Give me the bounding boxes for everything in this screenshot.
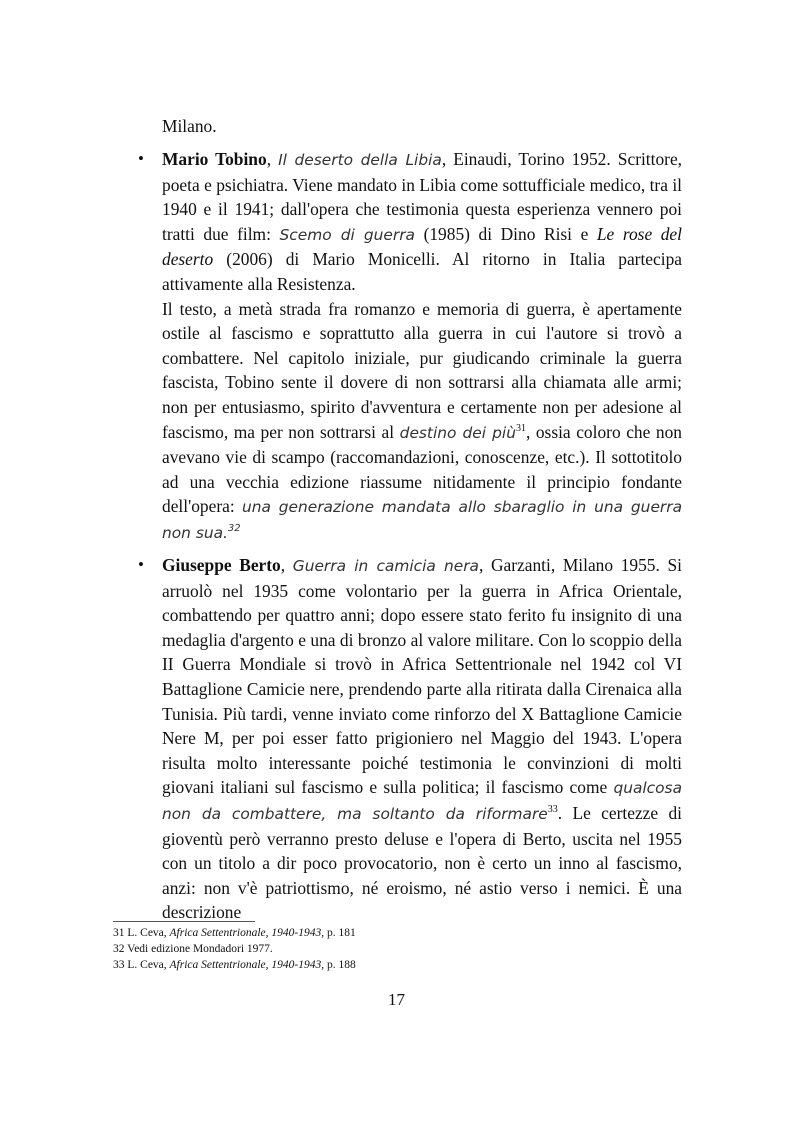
bullet-mark: • [138, 555, 144, 574]
quotation: una generazione mandata allo sbaraglio in una guerra non sua. [162, 498, 682, 542]
footnote-title: Africa Settentrionale, 1940-1943 [169, 927, 322, 939]
footnote-text: Vedi edizione Mondadori 1977. [124, 943, 273, 956]
footnote-32 [113, 941, 673, 957]
bullet-mark: • [138, 149, 144, 168]
footnote-ref[interactable]: 33 [547, 804, 558, 816]
footnote-ref[interactable]: 32 [227, 523, 241, 535]
entry-text: , ossia coloro che non avevano vie di scampo (raccomandazioni, conoscenze, etc.). Il sottotitolo ad una vecchia edizione riassume nitidamente il principio fondante dell'opera: [162, 421, 682, 517]
publication-info: , Garzanti, Milano 1955. [478, 555, 660, 575]
footnotes [113, 925, 673, 974]
book-title: Il deserto della Libia [278, 151, 442, 169]
footnote-ref[interactable]: 31 [515, 422, 526, 434]
quotation: destino dei più [399, 423, 516, 442]
separator: , [280, 555, 293, 575]
footnote-31 [113, 925, 673, 941]
entry-paragraph [162, 147, 682, 297]
bibliography-entry-berto [162, 553, 682, 925]
entry-text: . Le certezze di gioventù però verranno presto deluse e l'opera di Berto, uscita nel 1955 con un titolo a dir poco provocatorio, non è certo un inno al fascismo, anzi: non v'è patriottismo, né eroismo, né astio verso i nemici. È una descrizione [162, 802, 682, 923]
author-name: Mario Tobino [162, 149, 267, 169]
entry-text: Il testo, a metà strada fra romanzo e memoria di guerra, è apertamente ostile al fascismo e soprattutto alla guerra in cui l'autore si trovò a combattere. Nel capitolo iniziale, pur giudicando criminale la guerra fascista, Tobino sente il dovere di non sottrarsi alla chiamata alle armi; non per entusiasmo, spirito d'avventura e certamente non per adesione al fascismo, ma per non sottrarsi al [162, 298, 682, 442]
footnote-page: , p. 188 [321, 959, 356, 972]
film-title: Scemo di guerra [279, 225, 415, 244]
entry-text: Si arruolò nel 1935 come volontario per la guerra in Africa Orientale, combattendo per quattro anni; dopo essere stato ferito fu insignito di una medaglia d'argento e una di bronzo al valore militare. Con lo scoppio della II Guerra Mondiale si trovò in Africa Settentrionale nel 1942 col VI Battaglione Camicie nere, prendendo parte alla ritirata dalla Cirenaica alla Tunisia. Più tardi, venne inviato come rinforzo del X Battaglione Camicie Nere M, per poi esser fatto prigioniero nel Maggio del 1943. L'opera risulta molto interessante poiché testimonia le convinzioni di molti giovani italiani sul fascismo e sulla politica; il fascismo come [162, 555, 683, 798]
entry-text: (2006) di Mario Monicelli. Al ritorno in Italia partecipa attivamente alla Resistenza. [162, 249, 682, 294]
footnote-page: , p. 181 [321, 927, 356, 939]
author-name: Giuseppe Berto [162, 555, 281, 575]
footnote-number: 32 [113, 943, 125, 956]
page-number: 17 [388, 990, 405, 1009]
entry-text: Scrittore, poeta e psichiatra. Viene mandato in Libia come sottufficiale medico, tra il 1940 e il 1941; dall'opera che testimonia questa esperienza vennero poi tratti due film: [162, 149, 683, 244]
film-title: Le rose del deserto [162, 223, 682, 270]
continuation-text: Milano. [162, 116, 217, 136]
footnote-33 [113, 957, 673, 973]
bibliography-entry-tobino [162, 147, 682, 546]
book-title: Guerra in camicia nera [292, 557, 479, 575]
footnote-number: 31 [113, 927, 125, 939]
quotation: qualcosa non da combattere, ma soltanto da riformare [162, 779, 682, 823]
footnote-author: L. Ceva, [124, 959, 170, 972]
separator: , [266, 149, 279, 169]
entry-paragraph [162, 553, 682, 925]
footnote-title: Africa Settentrionale, 1940-1943 [169, 959, 322, 972]
footnote-separator [113, 921, 255, 922]
entry-text: (1985) di Dino Risi e [414, 223, 597, 244]
entry-paragraph [162, 297, 682, 546]
publication-info: , Einaudi, Torino 1952. [441, 149, 611, 169]
footnote-author: L. Ceva, [124, 927, 170, 939]
footnote-number: 33 [113, 959, 125, 972]
